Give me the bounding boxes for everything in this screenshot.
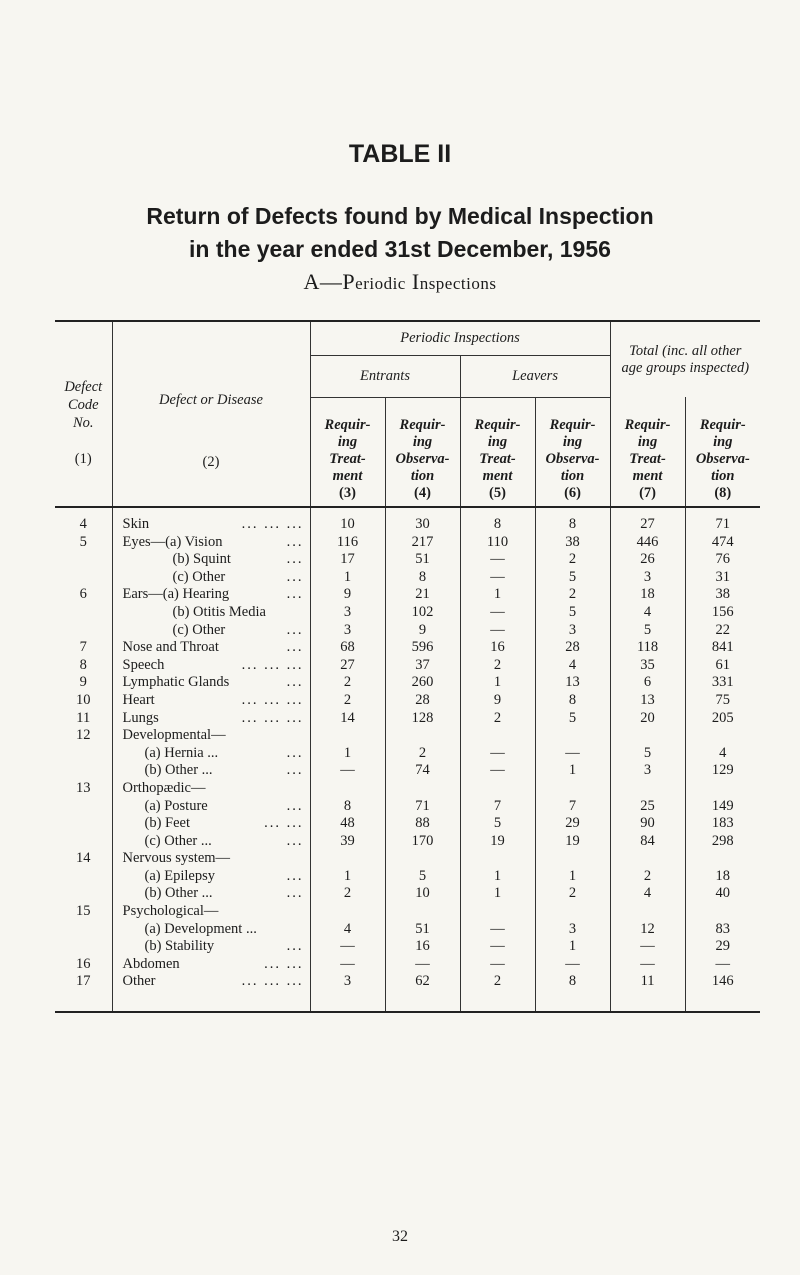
table-row (55, 815, 760, 833)
defect-code: 8 (79, 656, 87, 673)
table-row (55, 622, 760, 640)
value-col-6: — (535, 745, 610, 763)
value-col-5: — (460, 745, 535, 763)
value-col-4: 128 (385, 710, 460, 728)
value-col-5: 1 (460, 868, 535, 886)
value-col-6: 5 (535, 710, 610, 728)
header-leavers: Leavers (460, 355, 610, 397)
value-col-8: 31 (685, 569, 760, 587)
defect-code (55, 798, 112, 816)
defect-name: Heart ... ... ... (112, 692, 310, 710)
defect-code: 14 (76, 850, 91, 867)
header-defect-code: Defect Code No. (1) (55, 321, 112, 507)
value-col-3: 68 (310, 639, 385, 657)
defect-name: (a) Posture ... (112, 798, 310, 816)
value-col-4: 28 (385, 692, 460, 710)
table-row (55, 956, 760, 974)
value-col-3: 8 (310, 798, 385, 816)
defect-name: (c) Other ... (112, 622, 310, 640)
value-col-8 (685, 850, 760, 868)
value-col-5: 9 (460, 692, 535, 710)
value-col-4 (385, 727, 460, 745)
value-col-6: 38 (535, 534, 610, 552)
value-col-5 (460, 850, 535, 868)
value-col-7: 2 (610, 868, 685, 886)
table-row (55, 534, 760, 552)
table-row (55, 903, 760, 921)
value-col-7: 446 (610, 534, 685, 552)
report-title-line-1: Return of Defects found by Medical Inspection (146, 203, 654, 229)
header-col6: Requir- ing Observa- tion (6) (535, 397, 610, 507)
value-col-7: 11 (610, 973, 685, 1012)
value-col-8: 146 (685, 973, 760, 1012)
value-col-7: 3 (610, 762, 685, 780)
value-col-8: 298 (685, 833, 760, 851)
table-row (55, 604, 760, 622)
value-col-6: 1 (535, 938, 610, 956)
defect-name: Lungs ... ... ... (112, 710, 310, 728)
value-col-4: 596 (385, 639, 460, 657)
table-row (55, 868, 760, 886)
value-col-7: 6 (610, 674, 685, 692)
value-col-8: 75 (685, 692, 760, 710)
value-col-4: 37 (385, 657, 460, 675)
value-col-3 (310, 903, 385, 921)
value-col-7 (610, 780, 685, 798)
table-header (55, 321, 760, 507)
value-col-6 (535, 780, 610, 798)
defect-code: 6 (79, 586, 87, 603)
value-col-3: 1 (310, 569, 385, 587)
report-title (0, 200, 800, 266)
leader-dots: ... ... (264, 815, 304, 832)
value-col-3: 4 (310, 921, 385, 939)
table-row (55, 798, 760, 816)
value-col-7: 20 (610, 710, 685, 728)
value-col-5: 7 (460, 798, 535, 816)
value-col-8: 331 (685, 674, 760, 692)
header-defect-disease: Defect or Disease (2) (112, 321, 310, 507)
value-col-4: 71 (385, 798, 460, 816)
value-col-8: 841 (685, 639, 760, 657)
value-col-5: 2 (460, 657, 535, 675)
header-periodic-inspections: Periodic Inspections (310, 321, 610, 355)
leader-dots: ... (286, 621, 304, 638)
header-total: Total (inc. all other age groups inspected) (610, 321, 760, 397)
table-row (55, 727, 760, 745)
table-row (55, 692, 760, 710)
header-col3: Requir- ing Treat- ment (3) (310, 397, 385, 507)
defect-code: 12 (76, 727, 91, 744)
table-row (55, 885, 760, 903)
value-col-6: 1 (535, 762, 610, 780)
value-col-4: 88 (385, 815, 460, 833)
leader-dots: ... ... ... (241, 656, 304, 673)
value-col-4: 21 (385, 586, 460, 604)
leader-dots: ... (286, 586, 304, 603)
table-row (55, 780, 760, 798)
value-col-6: 29 (535, 815, 610, 833)
leader-dots: ... (286, 551, 304, 568)
leader-dots: ... ... ... (241, 516, 304, 532)
value-col-4 (385, 903, 460, 921)
table-row (55, 973, 760, 1012)
value-col-7 (610, 727, 685, 745)
value-col-5: 1 (460, 586, 535, 604)
value-col-3: 3 (310, 604, 385, 622)
defect-code: 4 (79, 516, 87, 532)
value-col-8: 71 (685, 507, 760, 534)
value-col-4: 10 (385, 885, 460, 903)
leader-dots: ... (286, 762, 304, 779)
defect-name: Speech ... ... ... (112, 657, 310, 675)
value-col-8: 22 (685, 622, 760, 640)
defect-name: Ears—(a) Hearing ... (112, 586, 310, 604)
defect-code: 7 (79, 639, 87, 656)
value-col-7: 25 (610, 798, 685, 816)
value-col-6: — (535, 956, 610, 974)
value-col-6: 1 (535, 868, 610, 886)
value-col-3: 48 (310, 815, 385, 833)
value-col-6: 2 (535, 885, 610, 903)
value-col-8 (685, 780, 760, 798)
value-col-3: 116 (310, 534, 385, 552)
value-col-5: 19 (460, 833, 535, 851)
value-col-5: 8 (460, 507, 535, 534)
header-col5: Requir- ing Treat- ment (5) (460, 397, 535, 507)
defect-name: (b) Feet ... ... (112, 815, 310, 833)
table-row (55, 569, 760, 587)
defect-name: (c) Other ... (112, 569, 310, 587)
defect-code (55, 622, 112, 640)
value-col-4: 9 (385, 622, 460, 640)
value-col-3: — (310, 956, 385, 974)
value-col-7: 118 (610, 639, 685, 657)
value-col-4: — (385, 956, 460, 974)
defect-code (55, 833, 112, 851)
value-col-6: 13 (535, 674, 610, 692)
value-col-5: — (460, 956, 535, 974)
table-row (55, 674, 760, 692)
value-col-6 (535, 727, 610, 745)
defect-code (55, 938, 112, 956)
value-col-8: 474 (685, 534, 760, 552)
value-col-8: 205 (685, 710, 760, 728)
defect-code (55, 885, 112, 903)
leader-dots: ... (286, 639, 304, 656)
value-col-5: — (460, 569, 535, 587)
value-col-7: 35 (610, 657, 685, 675)
value-col-6: 4 (535, 657, 610, 675)
value-col-5: 110 (460, 534, 535, 552)
value-col-7: 4 (610, 604, 685, 622)
value-col-8 (685, 727, 760, 745)
table-row (55, 710, 760, 728)
defects-table (55, 320, 760, 1013)
leader-dots: ... (286, 533, 304, 550)
value-col-5: 2 (460, 710, 535, 728)
value-col-4: 74 (385, 762, 460, 780)
value-col-4: 51 (385, 551, 460, 569)
header-col7: Requir- ing Treat- ment (7) (610, 397, 685, 507)
defect-code: 5 (79, 533, 87, 550)
value-col-4: 51 (385, 921, 460, 939)
defect-name: Skin ... ... ... (112, 507, 310, 534)
value-col-3: 27 (310, 657, 385, 675)
defect-code: 15 (76, 903, 91, 920)
value-col-6: 3 (535, 921, 610, 939)
value-col-6: 19 (535, 833, 610, 851)
value-col-3: 9 (310, 586, 385, 604)
defect-name: Eyes—(a) Vision ... (112, 534, 310, 552)
value-col-8: 40 (685, 885, 760, 903)
table-row (55, 639, 760, 657)
value-col-7: 5 (610, 745, 685, 763)
defect-name: Psychological— (112, 903, 310, 921)
value-col-3 (310, 727, 385, 745)
table-row (55, 507, 760, 534)
value-col-4: 102 (385, 604, 460, 622)
value-col-8: 156 (685, 604, 760, 622)
leader-dots: ... (286, 832, 304, 849)
value-col-4: 62 (385, 973, 460, 1012)
table-row (55, 833, 760, 851)
value-col-6: 2 (535, 551, 610, 569)
defect-name: (c) Other ... ... (112, 833, 310, 851)
leader-dots: ... (286, 797, 304, 814)
value-col-6: 5 (535, 569, 610, 587)
value-col-8: 83 (685, 921, 760, 939)
table-row (55, 921, 760, 939)
header-col4: Requir- ing Observa- tion (4) (385, 397, 460, 507)
value-col-5 (460, 903, 535, 921)
value-col-7: 18 (610, 586, 685, 604)
value-col-3: 3 (310, 622, 385, 640)
defect-code (55, 762, 112, 780)
value-col-7 (610, 903, 685, 921)
value-col-3: 39 (310, 833, 385, 851)
leader-dots: ... (286, 674, 304, 691)
value-col-8: 129 (685, 762, 760, 780)
value-col-4: 170 (385, 833, 460, 851)
page-number: 32 (392, 1228, 408, 1245)
table-row (55, 762, 760, 780)
value-col-6: 3 (535, 622, 610, 640)
value-col-4: 8 (385, 569, 460, 587)
header-entrants: Entrants (310, 355, 460, 397)
table-row (55, 745, 760, 763)
value-col-4: 2 (385, 745, 460, 763)
value-col-7: 84 (610, 833, 685, 851)
section-title: A—Periodic Inspections (303, 269, 497, 294)
value-col-8: 149 (685, 798, 760, 816)
value-col-5 (460, 727, 535, 745)
value-col-6: 2 (535, 586, 610, 604)
leader-dots: ... (286, 867, 304, 884)
value-col-6: 5 (535, 604, 610, 622)
defect-name: Other ... ... ... (112, 973, 310, 1012)
value-col-6: 7 (535, 798, 610, 816)
report-title-line-2: in the year ended 31st December, 1956 (189, 236, 611, 262)
leader-dots: ... (286, 938, 304, 955)
defect-code (55, 745, 112, 763)
defect-name: (a) Epilepsy ... (112, 868, 310, 886)
value-col-7: 27 (610, 507, 685, 534)
value-col-7: 13 (610, 692, 685, 710)
value-col-6 (535, 850, 610, 868)
value-col-8: 76 (685, 551, 760, 569)
value-col-5: 2 (460, 973, 535, 1012)
table-row (55, 657, 760, 675)
value-col-5: — (460, 921, 535, 939)
value-col-6: 8 (535, 507, 610, 534)
table-row (55, 551, 760, 569)
value-col-8: 18 (685, 868, 760, 886)
defect-code: 9 (79, 674, 87, 691)
defect-name: Nose and Throat ... (112, 639, 310, 657)
value-col-6: 8 (535, 692, 610, 710)
defect-name: (b) Other ... ... (112, 762, 310, 780)
defect-code: 10 (76, 691, 91, 708)
defect-code (55, 569, 112, 587)
value-col-8: 4 (685, 745, 760, 763)
value-col-8: 183 (685, 815, 760, 833)
value-col-4: 30 (385, 507, 460, 534)
value-col-7: — (610, 956, 685, 974)
defect-name: (b) Squint ... (112, 551, 310, 569)
value-col-7: 4 (610, 885, 685, 903)
leader-dots: ... ... (264, 955, 304, 972)
leader-dots: ... (286, 568, 304, 585)
defect-name: (b) Otitis Media (112, 604, 310, 622)
table-row (55, 938, 760, 956)
value-col-5: — (460, 604, 535, 622)
leader-dots: ... ... ... (241, 709, 304, 726)
defect-code (55, 604, 112, 622)
value-col-3: 2 (310, 674, 385, 692)
value-col-3 (310, 850, 385, 868)
value-col-6: 8 (535, 973, 610, 1012)
defect-name: (b) Stability ... (112, 938, 310, 956)
defect-name: (b) Other ... ... (112, 885, 310, 903)
leader-dots: ... (286, 885, 304, 902)
value-col-4 (385, 850, 460, 868)
value-col-7: — (610, 938, 685, 956)
value-col-3: 17 (310, 551, 385, 569)
defect-code (55, 868, 112, 886)
value-col-4: 260 (385, 674, 460, 692)
value-col-4: 217 (385, 534, 460, 552)
table-body (55, 507, 760, 1012)
table-title: TABLE II (348, 140, 452, 168)
value-col-3: 3 (310, 973, 385, 1012)
defect-name: Nervous system— (112, 850, 310, 868)
value-col-5: 1 (460, 674, 535, 692)
value-col-5: 5 (460, 815, 535, 833)
value-col-3: 2 (310, 885, 385, 903)
value-col-8: 38 (685, 586, 760, 604)
value-col-4 (385, 780, 460, 798)
value-col-7: 5 (610, 622, 685, 640)
table-row (55, 850, 760, 868)
value-col-5: 16 (460, 639, 535, 657)
value-col-5: — (460, 551, 535, 569)
defect-name: Orthopædic— (112, 780, 310, 798)
defect-code: 13 (76, 779, 91, 796)
defect-name: Lymphatic Glands ... (112, 674, 310, 692)
value-col-5: — (460, 938, 535, 956)
value-col-4: 5 (385, 868, 460, 886)
value-col-6: 28 (535, 639, 610, 657)
defect-code (55, 921, 112, 939)
value-col-4: 16 (385, 938, 460, 956)
defect-name: Developmental— (112, 727, 310, 745)
header-col8: Requir- ing Observa- tion (8) (685, 397, 760, 507)
value-col-5: — (460, 622, 535, 640)
value-col-5 (460, 780, 535, 798)
value-col-7 (610, 850, 685, 868)
value-col-3: 1 (310, 745, 385, 763)
leader-dots: ... (286, 744, 304, 761)
value-col-3: — (310, 762, 385, 780)
defect-name: Abdomen ... ... (112, 956, 310, 974)
value-col-3: 10 (310, 507, 385, 534)
defect-code: 11 (76, 709, 91, 726)
value-col-7: 12 (610, 921, 685, 939)
value-col-8 (685, 903, 760, 921)
value-col-7: 3 (610, 569, 685, 587)
defect-code (55, 815, 112, 833)
value-col-3: 14 (310, 710, 385, 728)
leader-dots: ... ... ... (241, 691, 304, 708)
value-col-7: 90 (610, 815, 685, 833)
defect-name: (a) Hernia ... ... (112, 745, 310, 763)
defect-name: (a) Development ... (112, 921, 310, 939)
value-col-8: 29 (685, 938, 760, 956)
value-col-3: — (310, 938, 385, 956)
defect-code (55, 551, 112, 569)
table-row (55, 586, 760, 604)
defect-code: 17 (76, 973, 91, 990)
value-col-3: 1 (310, 868, 385, 886)
value-col-8: 61 (685, 657, 760, 675)
value-col-5: 1 (460, 885, 535, 903)
value-col-6 (535, 903, 610, 921)
value-col-3: 2 (310, 692, 385, 710)
value-col-7: 26 (610, 551, 685, 569)
value-col-8: — (685, 956, 760, 974)
value-col-3 (310, 780, 385, 798)
value-col-5: — (460, 762, 535, 780)
defect-code: 16 (76, 955, 91, 972)
leader-dots: ... ... ... (241, 973, 304, 990)
